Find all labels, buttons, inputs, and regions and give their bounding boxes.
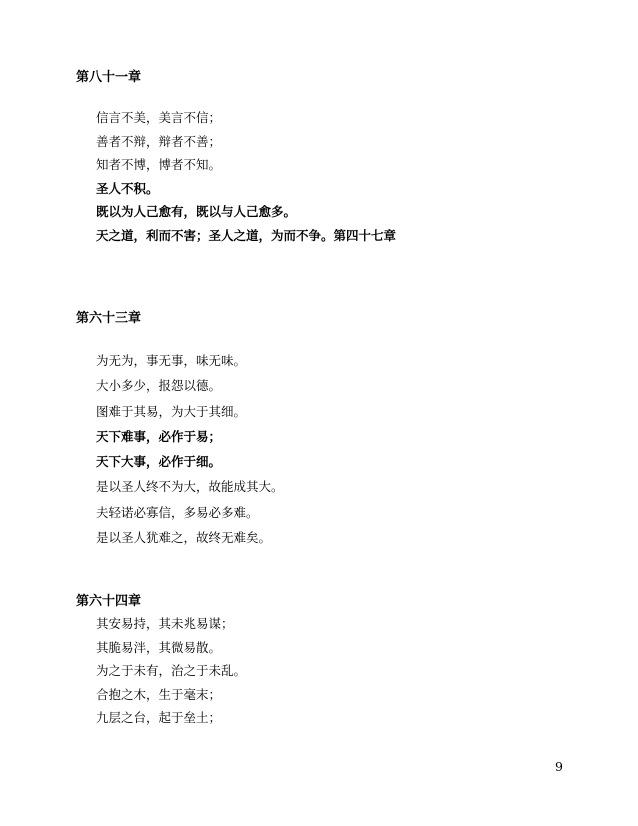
chapter-title: 第八十一章: [76, 70, 142, 85]
verse-line-bold: 既以为人己愈有，既以与人己愈多。: [96, 204, 297, 219]
page-number: 9: [555, 759, 563, 774]
verse-line: 大小多少，报怨以德。: [96, 378, 222, 394]
verse-line: 知者不博，博者不知。: [96, 157, 222, 172]
verse-line: 信言不美，美言不信；: [96, 110, 222, 125]
chapter-title: 第六十三章: [76, 311, 142, 326]
verse-line: 是以圣人犹难之，故终无难矣。: [96, 530, 272, 546]
verse-line: 其安易持，其未兆易谋；: [96, 616, 234, 631]
verse-line: 善者不辩，辩者不善；: [96, 133, 222, 149]
verse-line-bold: 天下难事，必作于易；: [96, 428, 222, 444]
verse-line: 夫轻诺必寡信，多易必多难。: [96, 504, 259, 520]
verse-line: 图难于其易，为大于其细。: [96, 403, 247, 419]
verse-line: 其脆易泮，其微易散。: [96, 639, 222, 655]
verse-line: 合抱之木，生于毫末；: [96, 686, 222, 702]
chapter-63: [76, 311, 576, 555]
verse-line: 为之于未有，治之于未乱。: [96, 663, 247, 678]
verse-line: 九层之台，起于垒土；: [96, 710, 222, 725]
verse-line-bold: 天之道，利而不害；圣人之道，为而不争。第四十七章: [96, 227, 397, 243]
chapter-81: [76, 70, 576, 251]
verse-line-bold: 天下大事，必作于细。: [96, 454, 222, 470]
verse-line: 是以圣人终不为大，故能成其大。: [96, 479, 284, 495]
chapter-64: [76, 594, 576, 734]
verse-line-bold: 圣人不积。: [96, 180, 159, 196]
chapter-title: 第六十四章: [76, 594, 142, 609]
verse-line: 为无为，事无事，味无味。: [96, 353, 247, 368]
